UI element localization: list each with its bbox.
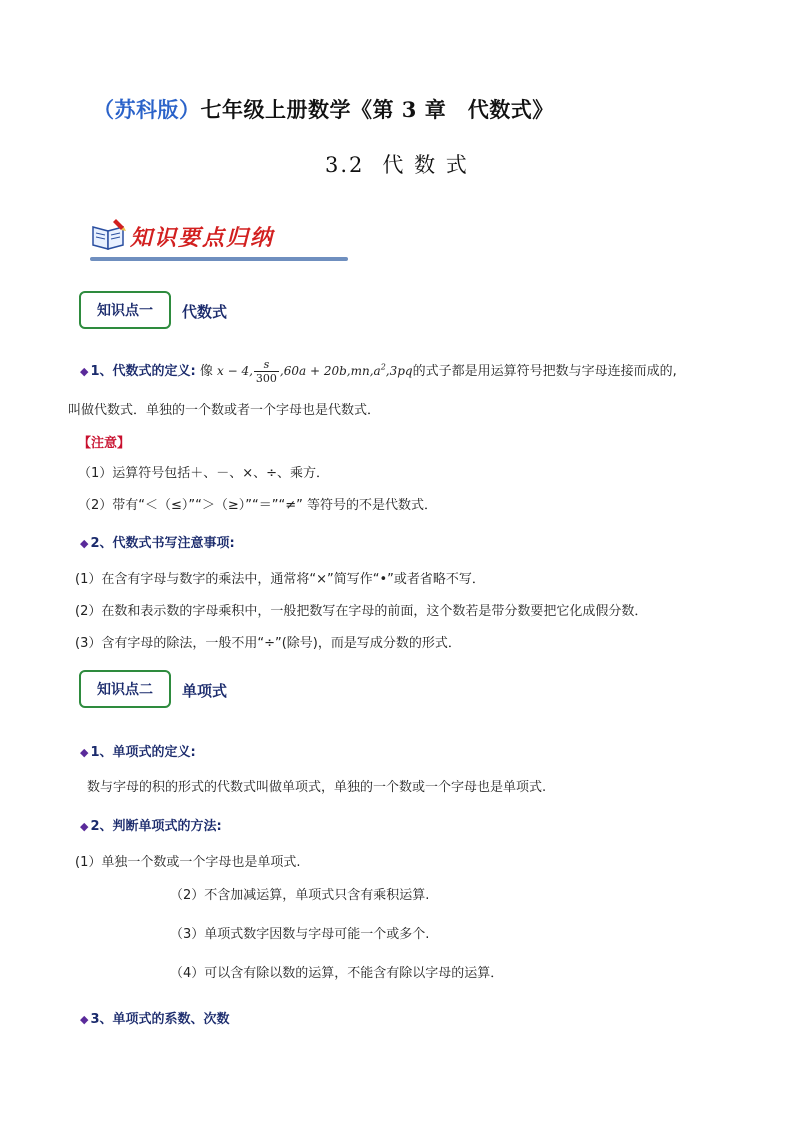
banner-underline: [90, 257, 348, 261]
title-main: 七年级上册数学《第 3 章 代数式》: [200, 97, 554, 122]
kp1-expr-c: ,3pq: [385, 364, 413, 378]
kp1-expr-sup: 2: [380, 362, 386, 372]
note-1: （1）运算符号包括＋、－、×、÷、乘方．: [78, 466, 330, 481]
kp2-rule-2: （2）不含加减运算，单项式只含有乘积运算.: [170, 888, 430, 903]
kp1-fraction: [254, 358, 279, 385]
fraction-numerator: s: [254, 358, 279, 372]
kp2-title: 单项式: [182, 682, 228, 700]
title-edition: （苏科版）: [93, 97, 201, 122]
kp2-item3: [80, 1008, 230, 1027]
open-book-pencil-icon: [90, 217, 130, 253]
kp1-definition-line: [80, 358, 677, 385]
kp1-item2: [80, 532, 235, 551]
kp2-item1-label: 1、单项式的定义:: [90, 745, 196, 760]
kp2-rule-1: (1）单独一个数或一个字母也是单项式.: [75, 855, 301, 870]
diamond-icon: ◆: [80, 1013, 89, 1026]
section-name: 代 数 式: [382, 153, 469, 177]
diamond-icon: ◆: [80, 746, 89, 759]
diamond-icon: ◆: [80, 820, 89, 833]
kp2-item1: [80, 741, 196, 760]
kp1-rule-2: (2）在数和表示数的字母乘积中，一般把数写在字母的前面，这个数若是带分数要把它化成假分数．: [75, 604, 648, 619]
kp2-item3-label: 3、单项式的系数、次数: [90, 1012, 230, 1027]
document-title: [93, 94, 554, 124]
section-number: 3.2: [325, 153, 365, 177]
kp2-label-box: 知识点二: [79, 670, 171, 708]
kp1-expr-a: x − 4,: [217, 364, 253, 378]
kp1-label-box: 知识点一: [79, 291, 171, 329]
diamond-icon: ◆: [80, 537, 89, 550]
kp1-rule-3: (3）含有字母的除法，一般不用“÷”(除号)，而是写成分数的形式．: [75, 636, 461, 651]
banner-title: 知识要点归纳: [130, 225, 275, 251]
kp1-item1-prefix: 像: [199, 364, 213, 379]
kp1-expr-b: ,60a + 20b,mn,a: [279, 364, 381, 378]
kp1-item1-text: 的式子都是用运算符号把数与字母连接而成的,: [412, 364, 677, 379]
kp1-definition-line2: 叫做代数式．单独的一个数或者一个字母也是代数式．: [68, 403, 381, 418]
kp2-rule-3: （3）单项式数字因数与字母可能一个或多个.: [170, 927, 430, 942]
kp2-item2: [80, 815, 222, 834]
kp1-item1-label: 1、代数式的定义:: [90, 364, 196, 379]
kp1-rule-1: (1）在含有字母与数字的乘法中，通常将“×”简写作“•”或者省略不写．: [75, 572, 485, 587]
knowledge-banner: [90, 215, 350, 265]
note-label: 【注意】: [78, 436, 131, 451]
section-title: [325, 149, 469, 179]
kp2-item2-label: 2、判断单项式的方法:: [90, 819, 222, 834]
fraction-denominator: 300: [255, 372, 277, 385]
diamond-icon: ◆: [80, 365, 89, 378]
note-2: （2）带有“＜（≤）”“＞（≥）”“＝”“≠” 等符号的不是代数式．: [78, 498, 437, 513]
kp2-rule-4: （4）可以含有除以数的运算，不能含有除以字母的运算．: [170, 966, 504, 981]
kp2-definition: 数与字母的积的形式的代数式叫做单项式，单独的一个数或一个字母也是单项式.: [87, 780, 547, 795]
kp1-item2-label: 2、代数式书写注意事项:: [90, 536, 235, 551]
kp1-title: 代数式: [182, 303, 228, 321]
